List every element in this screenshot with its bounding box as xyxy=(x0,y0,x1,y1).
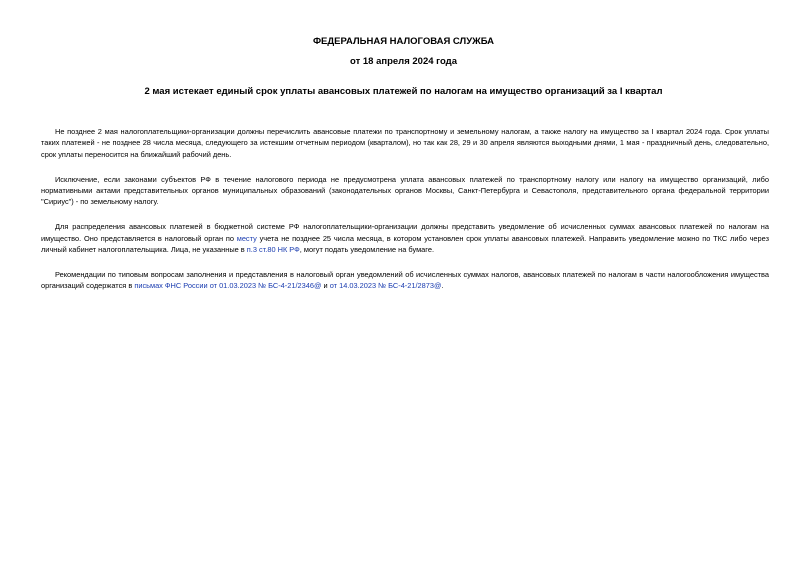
paragraph-4-text-2: и xyxy=(321,281,330,291)
paragraph-4-text-1: Рекомендации по типовым вопросам заполнения и представления в налоговый орган уведомлений об исчисленных суммах налогов, авансовых платежей по налогам в части налогообложения имущества организаций содержатся в xyxy=(41,269,769,291)
paragraph-3-text-1: Для распределения авансовых платежей в бюджетной системе РФ налогоплательщики-организации должны представить уведомление об исчисленных суммах авансовых платежей по налогам на имущество. Оно представляется в налоговый орган по xyxy=(41,222,769,243)
paragraph-2: Исключение, если законами субъектов РФ в течение налогового периода не предусмотрена уплата авансовых платежей по транспортному налогу или налогу на имущество организаций, либо нормативными актами представительных органов муниципальных образований (законодательных органов Москвы, Санкт-Петербурга и Севастополя, представительного органа федеральной территории "Сириус") - по земельному налогу. xyxy=(41,174,769,207)
agency-name: ФЕДЕРАЛЬНАЯ НАЛОГОВАЯ СЛУЖБА xyxy=(312,36,495,47)
link-fns-letter-2873[interactable]: от 14.03.2023 № БС-4-21/2873@ xyxy=(329,281,442,291)
link-tax-code-article[interactable]: п.3 ст.80 НК РФ xyxy=(246,245,300,255)
document-title: 2 мая истекает единый срок уплаты авансовых платежей по налогам на имущество организаций за I квартал xyxy=(144,86,663,97)
paragraph-1: Не позднее 2 мая налогоплательщики-организации должны перечислить авансовые платежи по транспортному и земельному налогам, а также налогу на имущество за I квартал 2024 года. Срок уплаты таких платежей - не позднее 28 числа месяца, следующего за истекшим отчетным периодом (кварталом), но так как 28, 29 и 30 апреля являются выходными днями, 1 мая - праздничный день, следовательно, срок уплаты переносится на ближайший рабочий день. xyxy=(41,127,769,159)
paragraph-3-text-2: учета не позднее 25 числа месяца, в котором установлен срок уплаты авансовых платежей. Направить уведомление можно по ТКС либо через личный кабинет налогоплательщика. Лица, не указанные в xyxy=(41,233,769,255)
paragraph-4 xyxy=(41,269,769,292)
link-fns-letter-2346[interactable]: письмах ФНС России от 01.03.2023 № БС-4-21/2346@ xyxy=(134,281,322,291)
paragraph-3 xyxy=(41,221,769,255)
paragraph-3-text-3: , могут подать уведомление на бумаге. xyxy=(299,245,434,255)
paragraph-4-text-3: . xyxy=(441,281,444,291)
document-body xyxy=(41,126,769,305)
document-date: от 18 апреля 2024 года xyxy=(350,56,457,67)
link-place-of-registration[interactable]: месту xyxy=(236,233,257,243)
